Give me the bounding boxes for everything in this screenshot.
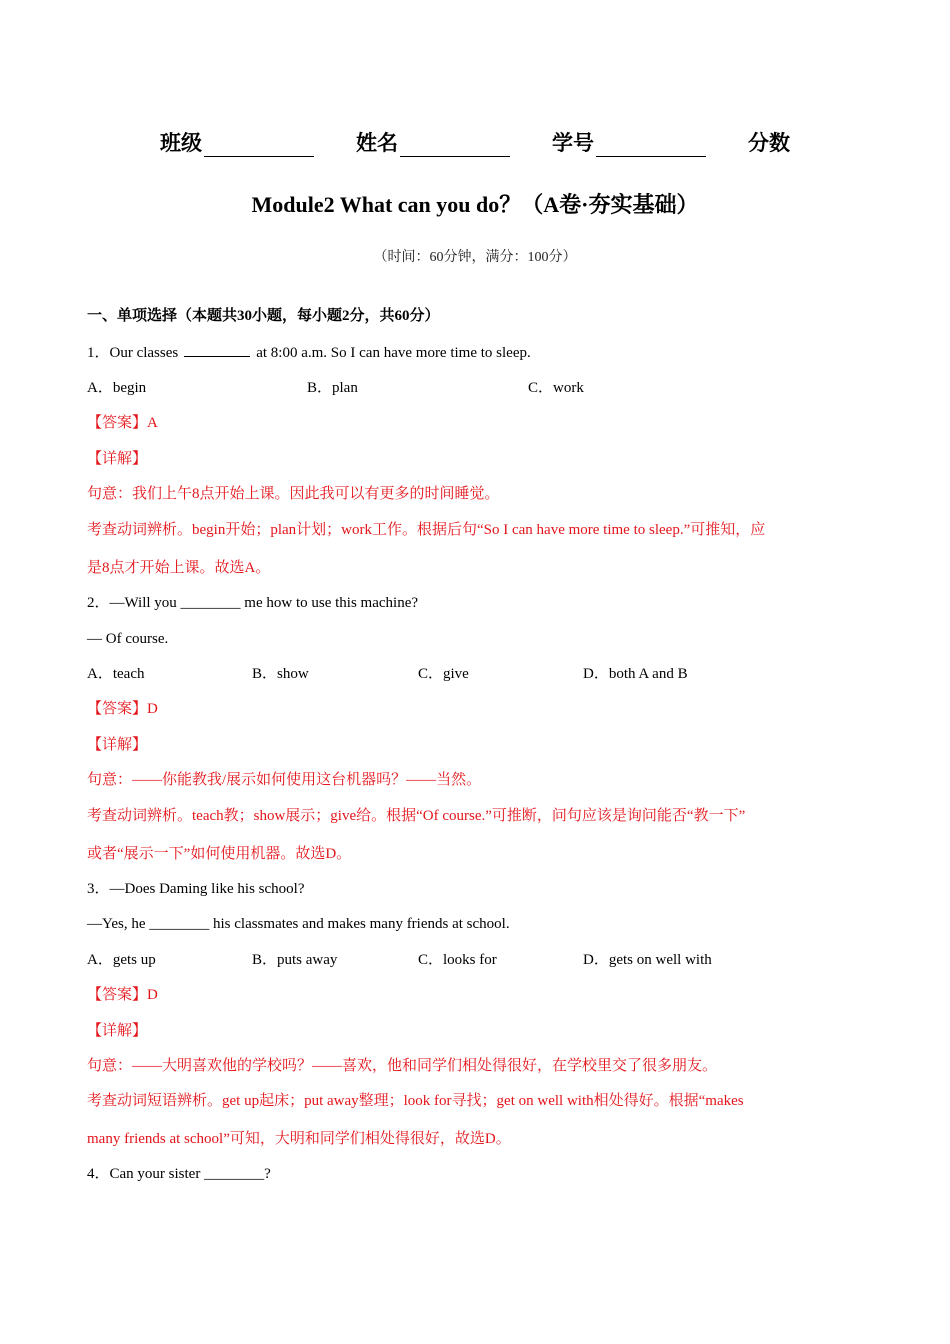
score-label: 分数 (748, 131, 790, 155)
class-field (160, 127, 314, 157)
q3-explanation-1: 句意：——大明喜欢他的学校吗？——喜欢，他和同学们相处得很好，在学校里交了很多朋友。 (87, 1058, 718, 1074)
name-field (356, 127, 510, 157)
number-field (552, 127, 706, 157)
section-heading: 一、单项选择（本题共30小题，每小题2分，共60分） (87, 308, 440, 324)
q2-option-c: C．give (418, 666, 469, 682)
q1-blank (184, 342, 250, 357)
student-info-header (0, 127, 950, 157)
q4-stem: 4．Can your sister ________? (87, 1166, 271, 1182)
q1-explanation-2: 考查动词辨析。begin开始；plan计划；work工作。根据后句“So I can have more time to sleep.”可推知，应 (87, 522, 766, 538)
q1-stem-end: at 8:00 a.m. So I can have more time to sleep. (256, 345, 531, 361)
q1-stem (87, 342, 531, 363)
q2-option-a: A．teach (87, 666, 145, 682)
class-label: 班级 (160, 131, 202, 155)
q3-option-a: A．gets up (87, 952, 156, 968)
q2-explanation-3: 或者“展示一下”如何使用机器。故选D。 (87, 846, 352, 862)
q2-option-b: B．show (252, 666, 309, 682)
q2-option-d: D．both A and B (583, 666, 688, 682)
q2-reply: — Of course. (87, 631, 169, 647)
number-label: 学号 (552, 131, 594, 155)
score-field (748, 127, 790, 157)
q3-explanation-2: 考查动词短语辨析。get up起床；put away整理；look for寻找；get on well with相处得好。根据“makes (87, 1093, 744, 1109)
q3-detail-label: 【详解】 (87, 1023, 148, 1039)
q2-explanation-2: 考查动词辨析。teach教；show展示；give给。根据“Of course.”可推断，问句应该是询问能否“教一下” (87, 808, 746, 824)
name-blank (400, 138, 510, 157)
q3-option-c: C．looks for (418, 952, 497, 968)
q2-answer: 【答案】D (87, 701, 158, 717)
q3-answer: 【答案】D (87, 987, 158, 1003)
q1-option-c: C．work (528, 380, 584, 396)
page-title: Module2 What can you do？（A卷·夯实基础） (251, 192, 699, 217)
q3-explanation-3: many friends at school”可知，大明和同学们相处得很好，故选D。 (87, 1131, 511, 1147)
q2-detail-label: 【详解】 (87, 737, 148, 753)
q3-option-b: B．puts away (252, 952, 338, 968)
q1-detail-label: 【详解】 (87, 451, 148, 467)
q1-option-b: B．plan (307, 380, 358, 396)
q1-option-a: A．begin (87, 380, 147, 396)
name-label: 姓名 (356, 131, 398, 155)
q1-stem-start: 1．Our classes (87, 345, 179, 361)
q2-explanation-1: 句意：——你能教我/展示如何使用这台机器吗？——当然。 (87, 772, 482, 788)
q1-explanation-3: 是8点才开始上课。故选A。 (87, 560, 271, 576)
page-subtitle: （时间：60分钟，满分：100分） (373, 250, 577, 265)
q3-stem: 3．—Does Daming like his school? (87, 881, 305, 897)
q2-stem: 2．—Will you ________ me how to use this machine? (87, 595, 419, 611)
number-blank (596, 138, 706, 157)
q1-answer: 【答案】A (87, 415, 158, 431)
q1-explanation-1: 句意：我们上午8点开始上课。因此我可以有更多的时间睡觉。 (87, 486, 500, 502)
class-blank (204, 138, 314, 157)
q3-option-d: D．gets on well with (583, 952, 712, 968)
q3-reply: —Yes, he ________ his classmates and makes many friends at school. (87, 916, 510, 932)
